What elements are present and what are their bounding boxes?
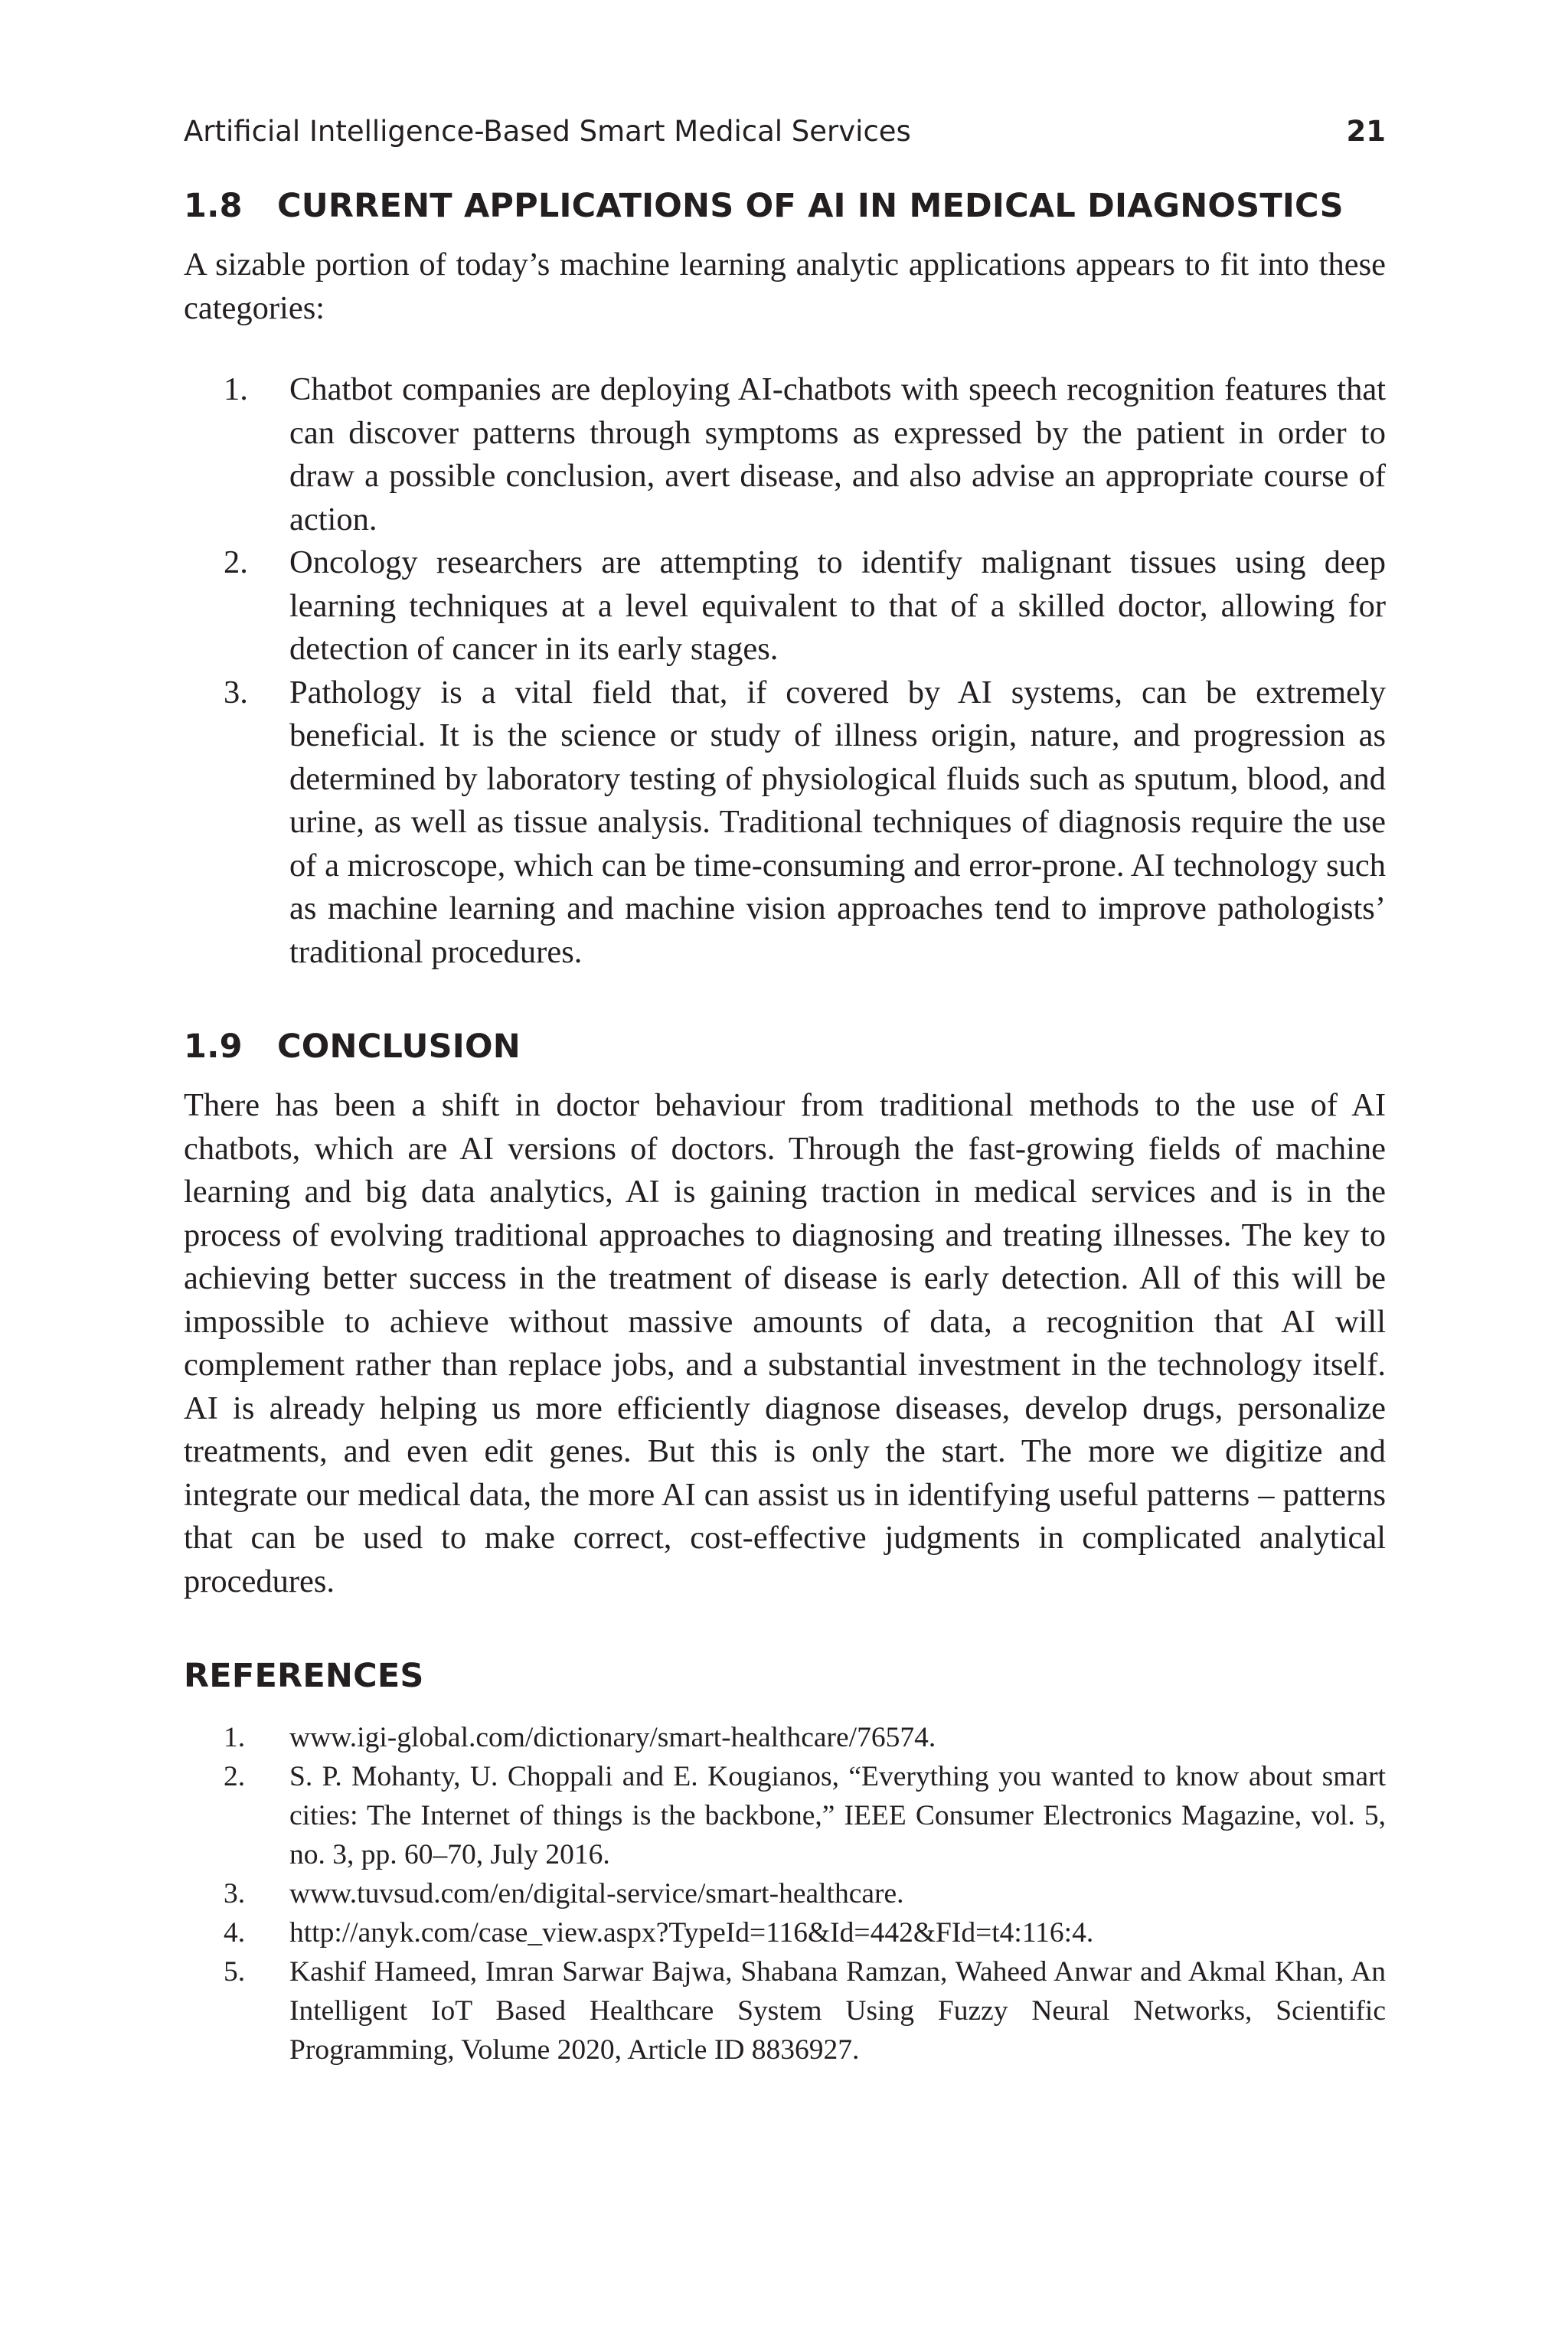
- book-page: [184, 115, 1386, 2069]
- list-item-text: Chatbot companies are deploying AI-chatbots with speech recognition features that can discover patterns through symptoms as expressed by the patient in order to draw a possible conclusion, avert disease, and also advise an appropriate course of action.: [289, 371, 1386, 537]
- list-item-text: Oncology researchers are attempting to identify malignant tissues using deep learning techniques at a level equivalent to that of a skilled doctor, allowing for detection of cancer in its early stages.: [289, 544, 1386, 667]
- list-item-number: 3.: [224, 674, 248, 710]
- reference-number: 3.: [224, 1878, 246, 1909]
- list-item: [184, 368, 1386, 541]
- section-title: CONCLUSION: [277, 1027, 521, 1066]
- references-title: REFERENCES: [184, 1657, 424, 1695]
- reference-item: [184, 1874, 1386, 1913]
- reference-number: 2.: [224, 1761, 246, 1792]
- list-item-number: 1.: [224, 371, 248, 407]
- reference-number: 4.: [224, 1917, 246, 1949]
- reference-item: [184, 1718, 1386, 1757]
- reference-text: S. P. Mohanty, U. Choppali and E. Kougianos, “Everything you wanted to know about smart cities: The Internet of things is the backbone,” IEEE Consumer Electronics Magazine, vol. 5, no. 3, pp. 60–70, July 2016.: [289, 1761, 1386, 1870]
- running-title: Artificial Intelligence-Based Smart Medical Services: [184, 115, 911, 148]
- section-number: 1.8: [184, 187, 243, 225]
- section-number: 1.9: [184, 1027, 243, 1066]
- section-1-8-heading: [184, 187, 1386, 225]
- reference-text: www.tuvsud.com/en/digital-service/smart-healthcare.: [289, 1878, 904, 1909]
- list-item: [184, 671, 1386, 975]
- reference-number: 1.: [224, 1722, 246, 1753]
- conclusion-paragraph: There has been a shift in doctor behaviour from traditional methods to the use of AI chatbots, which are AI versions of doctors. Through the fast-growing fields of machine learning and big data analytics, AI is gaining traction in medical services and is in the process of evolving traditional approaches to diagnosing and treating illnesses. The key to achieving better success in the treatment of disease is early detection. All of this will be impossible to achieve without massive amounts of data, a recognition that AI will complement rather than replace jobs, and a substantial investment in the technology itself. AI is already helping us more efficiently diagnose diseases, develop drugs, personalize treatments, and even edit genes. But this is only the start. The more we digitize and integrate our medical data, the more AI can assist us in identifying useful patterns – patterns that can be used to make correct, cost-effective judgments in complicated analytical procedures.: [184, 1087, 1386, 1599]
- section-1-9-heading: [184, 1027, 1386, 1066]
- reference-number: 5.: [224, 1956, 246, 1988]
- reference-text: www.igi-global.com/dictionary/smart-healthcare/76574.: [289, 1722, 936, 1753]
- list-item: [184, 541, 1386, 671]
- applications-list: [184, 368, 1386, 974]
- page-number: 21: [1346, 115, 1386, 148]
- reference-item: [184, 1913, 1386, 1952]
- list-item-number: 2.: [224, 544, 248, 580]
- reference-text: Kashif Hameed, Imran Sarwar Bajwa, Shabana Ramzan, Waheed Anwar and Akmal Khan, An Intelligent IoT Based Healthcare System Using Fuzzy Neural Networks, Scientific Programming, Volume 2020, Article ID 8836927.: [289, 1956, 1386, 2066]
- reference-item: [184, 1952, 1386, 2069]
- section-1-8-intro: A sizable portion of today’s machine learning analytic applications appears to fit into these categories:: [184, 247, 1386, 326]
- references-list: [184, 1718, 1386, 2069]
- reference-text: http://anyk.com/case_view.aspx?TypeId=116&Id=442&FId=t4:116:4.: [289, 1917, 1094, 1949]
- list-item-text: Pathology is a vital field that, if covered by AI systems, can be extremely beneficial. It is the science or study of illness origin, nature, and progression as determined by laboratory testing of physiological fluids such as sputum, blood, and urine, as well as tissue analysis. Traditional techniques of diagnosis require the use of a microscope, which can be time-consuming and error-prone. AI technology such as machine learning and machine vision approaches tend to improve pathologists’ traditional procedures.: [289, 674, 1386, 970]
- running-header: [184, 115, 1386, 168]
- reference-item: [184, 1757, 1386, 1874]
- section-title: CURRENT APPLICATIONS OF AI IN MEDICAL DIAGNOSTICS: [277, 187, 1344, 225]
- references-heading: [184, 1657, 1386, 1695]
